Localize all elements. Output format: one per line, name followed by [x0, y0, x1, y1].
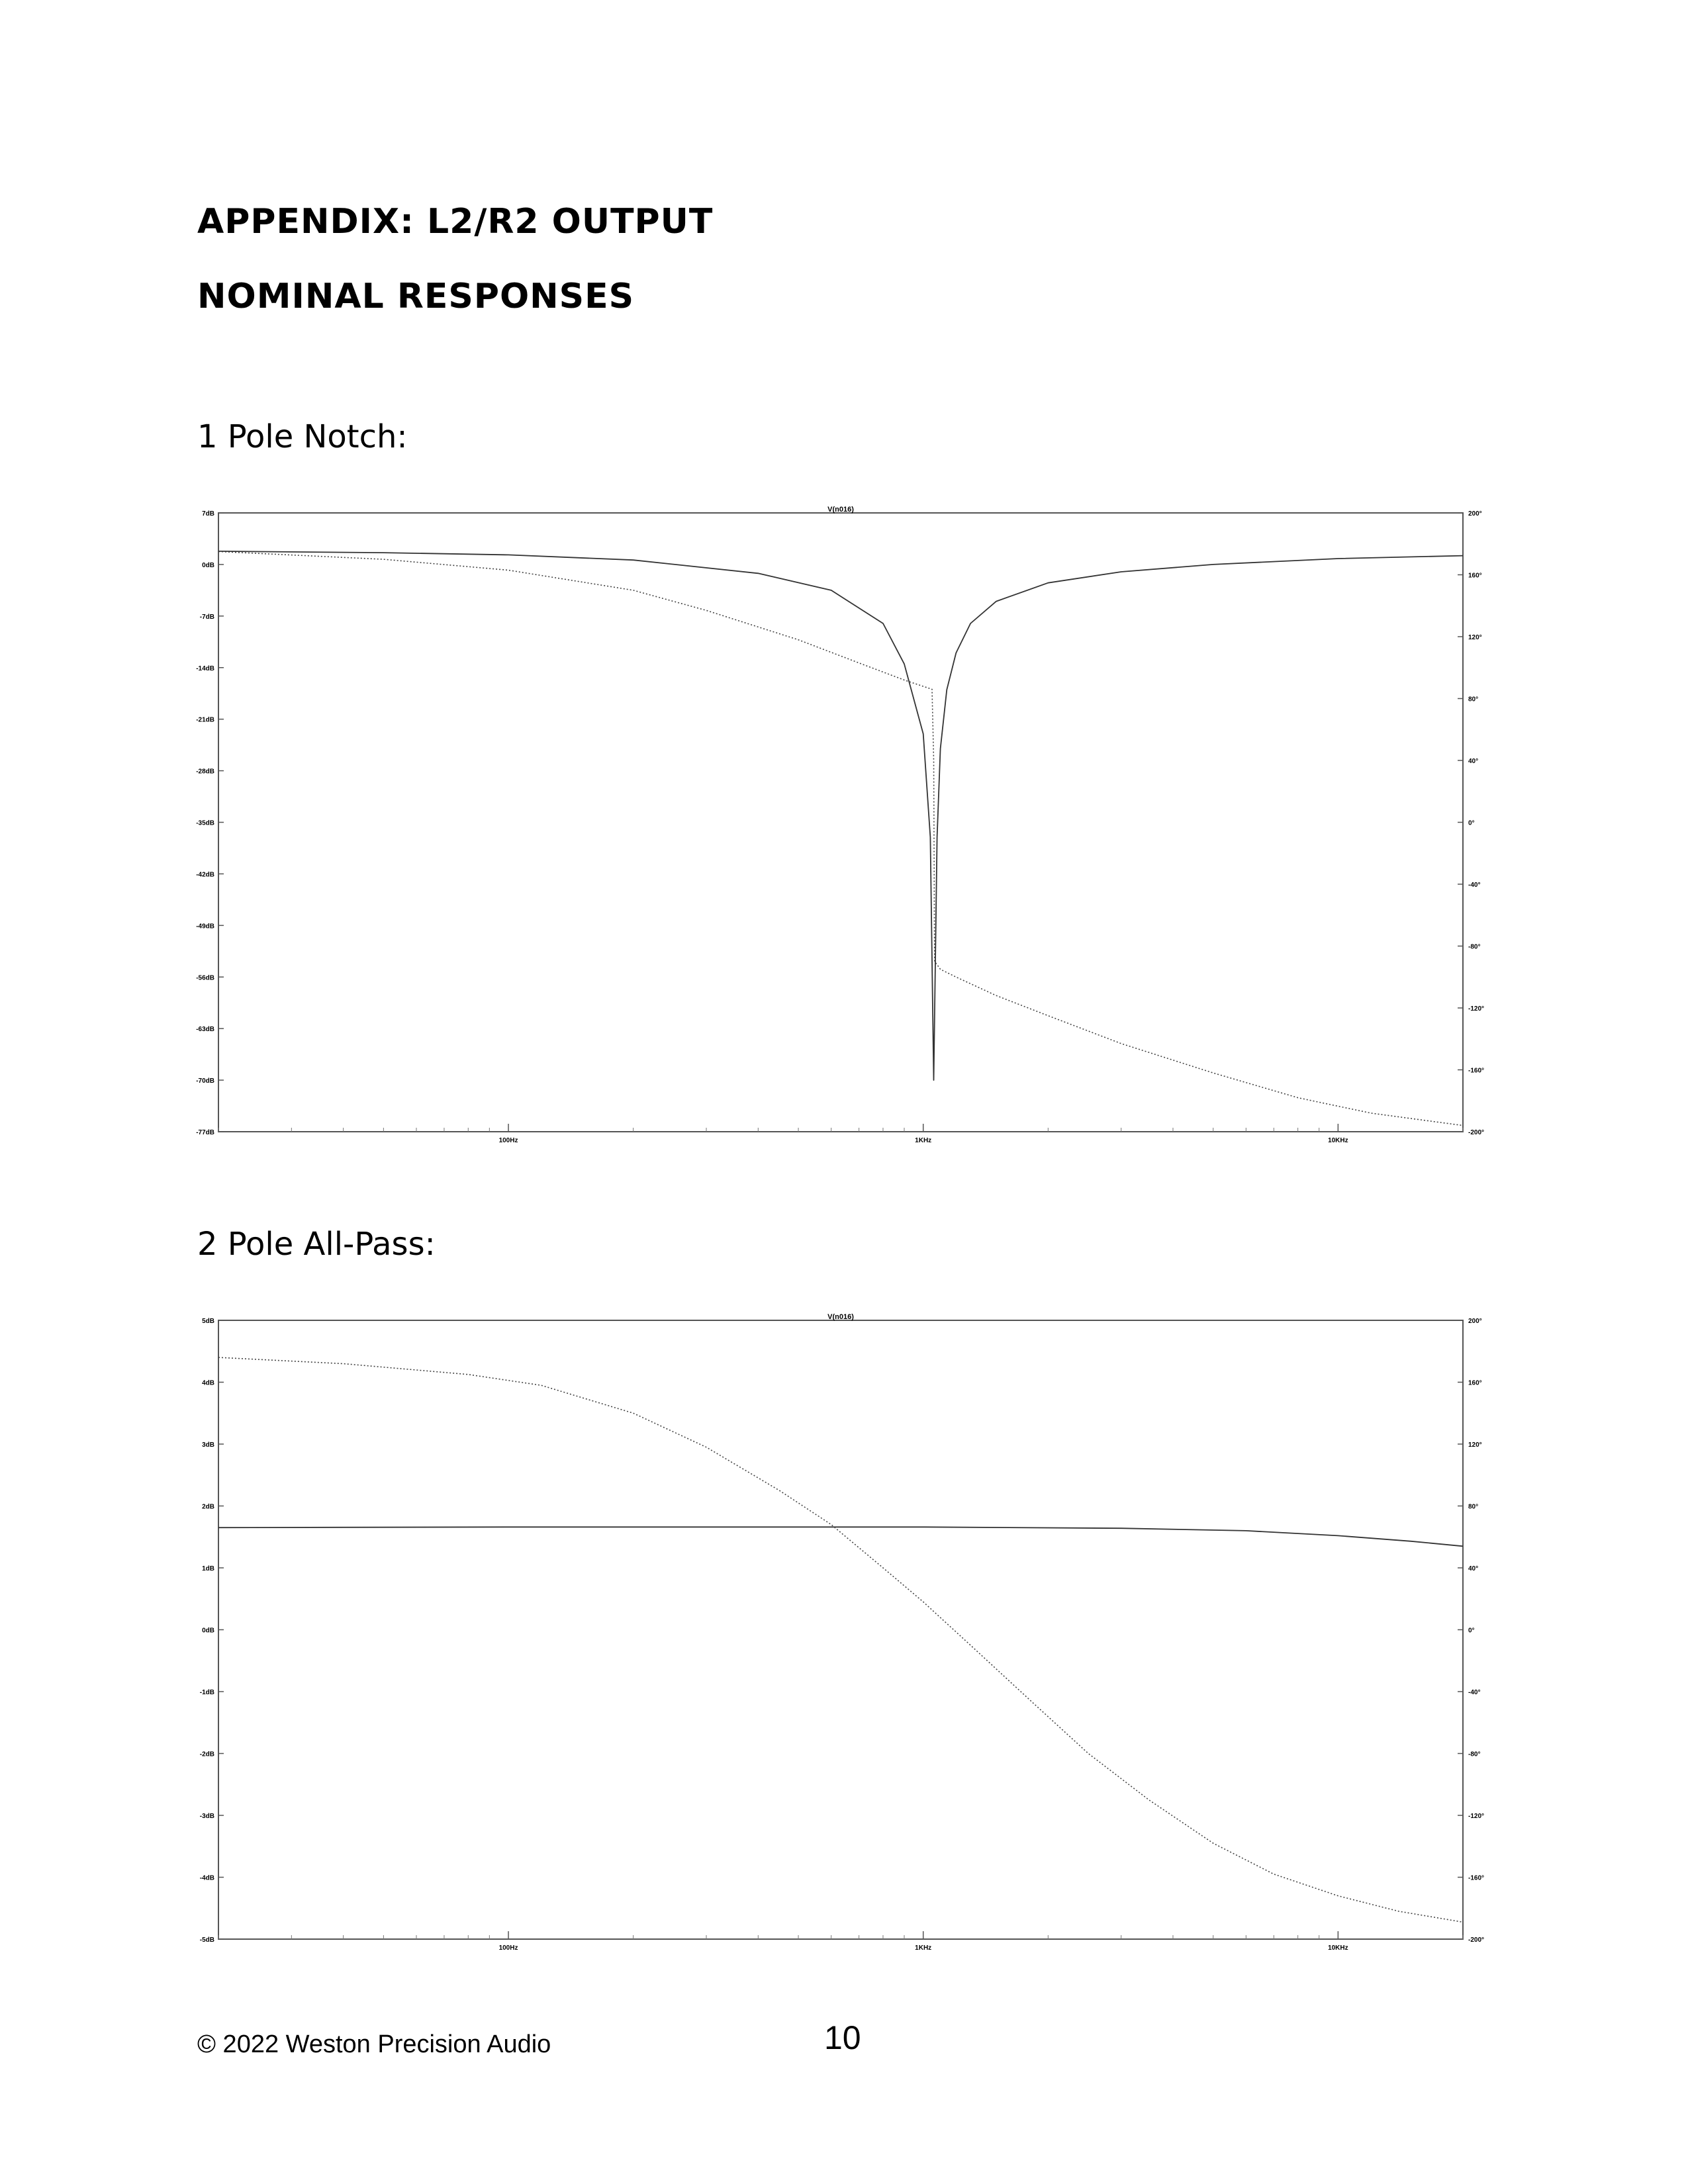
- section-label-2-pole-all-pass: 2 Pole All-Pass:: [197, 1226, 436, 1263]
- y-right-tick-label: 200°: [1468, 1318, 1482, 1325]
- y-left-tick-label: -28dB: [196, 768, 214, 776]
- y-left-tick-label: -7dB: [199, 613, 214, 621]
- y-left-tick-label: -2dB: [199, 1751, 214, 1758]
- y-right-tick-label: 80°: [1468, 696, 1479, 704]
- x-tick-label: 100Hz: [498, 1137, 518, 1144]
- appendix-heading: APPENDIX: L2/R2 OUTPUT: [197, 202, 714, 242]
- y-left-tick-label: -4dB: [199, 1874, 214, 1882]
- y-left-tick-label: 0dB: [202, 1627, 214, 1635]
- y-left-tick-label: -14dB: [196, 664, 214, 672]
- x-tick-label: 100Hz: [498, 1944, 518, 1952]
- y-right-tick-label: 40°: [1468, 758, 1479, 765]
- y-right-tick-label: -120°: [1468, 1813, 1485, 1820]
- y-left-tick-label: -21dB: [196, 716, 214, 724]
- y-right-tick-label: -200°: [1468, 1936, 1485, 1944]
- phase-curve: [218, 1357, 1463, 1922]
- y-left-tick-label: -3dB: [199, 1813, 214, 1820]
- y-left-tick-label: -49dB: [196, 923, 214, 931]
- magnitude-curve: [218, 1527, 1463, 1546]
- y-right-tick-label: 160°: [1468, 572, 1482, 580]
- x-tick-label: 10KHz: [1328, 1944, 1348, 1952]
- y-left-tick-label: 1dB: [202, 1565, 214, 1572]
- y-right-tick-label: 120°: [1468, 634, 1482, 641]
- y-left-tick-label: 5dB: [202, 1318, 214, 1325]
- x-tick-label: 1KHz: [915, 1944, 932, 1952]
- nominal-responses-heading: NOMINAL RESPONSES: [197, 277, 635, 316]
- y-left-tick-label: 4dB: [202, 1379, 214, 1387]
- y-left-tick-label: 0dB: [202, 561, 214, 569]
- y-left-tick-label: -77dB: [196, 1129, 214, 1136]
- x-tick-label: 1KHz: [915, 1137, 932, 1144]
- y-right-tick-label: 0°: [1468, 1627, 1475, 1635]
- x-tick-label: 10KHz: [1328, 1137, 1348, 1144]
- allpass-response-chart: [192, 1307, 1503, 1959]
- page-number: 10: [824, 2019, 861, 2056]
- y-left-tick-label: 3dB: [202, 1441, 214, 1449]
- phase-curve: [218, 551, 1463, 1125]
- y-right-tick-label: -80°: [1468, 1751, 1481, 1758]
- notch-response-chart: [192, 500, 1503, 1152]
- y-left-tick-label: -56dB: [196, 974, 214, 982]
- y-left-tick-label: 2dB: [202, 1503, 214, 1511]
- y-left-tick-label: -1dB: [199, 1689, 214, 1696]
- magnitude-curve: [218, 551, 1463, 1080]
- y-right-tick-label: -160°: [1468, 1067, 1485, 1075]
- y-right-tick-label: 200°: [1468, 510, 1482, 518]
- plot-frame: [218, 1320, 1463, 1939]
- chart-title: V(n016): [827, 506, 854, 514]
- chart-title: V(n016): [827, 1313, 854, 1321]
- y-right-tick-label: -40°: [1468, 882, 1481, 889]
- y-left-tick-label: -35dB: [196, 819, 214, 827]
- y-left-tick-label: -70dB: [196, 1077, 214, 1085]
- y-right-tick-label: 40°: [1468, 1565, 1479, 1572]
- y-left-tick-label: -63dB: [196, 1026, 214, 1034]
- y-right-tick-label: 120°: [1468, 1441, 1482, 1449]
- y-right-tick-label: 160°: [1468, 1379, 1482, 1387]
- y-left-tick-label: 7dB: [202, 510, 214, 518]
- y-right-tick-label: 0°: [1468, 819, 1475, 827]
- y-right-tick-label: -160°: [1468, 1874, 1485, 1882]
- y-right-tick-label: -80°: [1468, 943, 1481, 951]
- y-left-tick-label: -5dB: [199, 1936, 214, 1944]
- y-right-tick-label: -120°: [1468, 1005, 1485, 1013]
- y-right-tick-label: -40°: [1468, 1689, 1481, 1696]
- y-right-tick-label: 80°: [1468, 1503, 1479, 1511]
- y-left-tick-label: -42dB: [196, 871, 214, 879]
- y-right-tick-label: -200°: [1468, 1129, 1485, 1136]
- section-label-1-pole-notch: 1 Pole Notch:: [197, 418, 408, 455]
- footer-copyright: © 2022 Weston Precision Audio: [197, 2030, 551, 2058]
- plot-frame: [218, 513, 1463, 1132]
